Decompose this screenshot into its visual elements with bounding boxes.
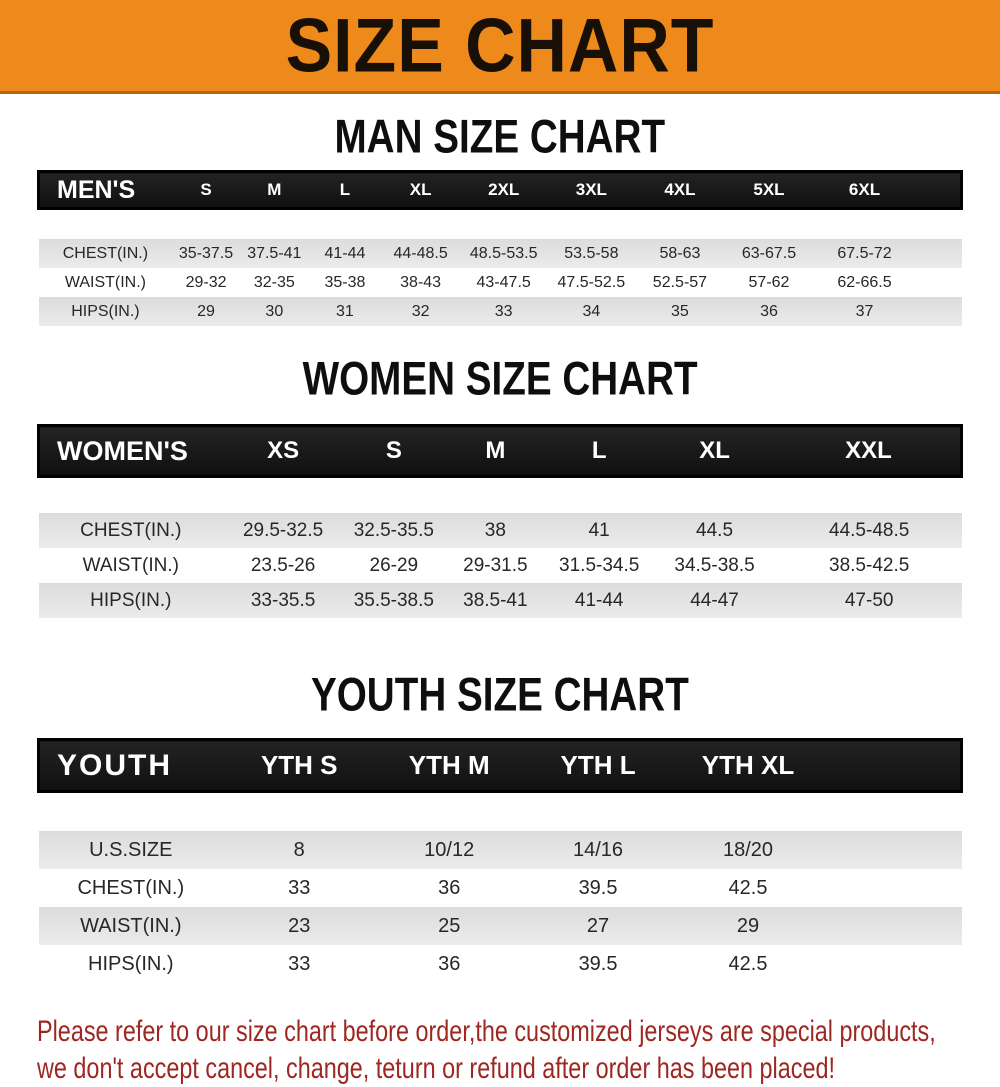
value-cell: 23.5-26 (223, 548, 343, 583)
table-row (39, 548, 962, 583)
value-cell: 31.5-34.5 (546, 548, 652, 583)
value-cell: 53.5-58 (547, 239, 636, 268)
value-cell: 38.5-41 (445, 583, 547, 618)
header-cell: M (240, 172, 309, 209)
spacer-row (39, 792, 962, 832)
value-cell: 30 (240, 297, 309, 326)
value-cell: 29.5-32.5 (223, 513, 343, 548)
men-header-label: MEN'S (39, 172, 173, 209)
value-cell: 27 (523, 907, 673, 945)
value-cell: 39.5 (523, 945, 673, 983)
row-label: WAIST(IN.) (39, 268, 173, 297)
value-cell: 35.5-38.5 (343, 583, 445, 618)
youth-section-title (0, 667, 1000, 721)
header-cell: XS (223, 426, 343, 477)
value-cell: 33-35.5 (223, 583, 343, 618)
value-cell: 43-47.5 (460, 268, 547, 297)
header-cell: S (343, 426, 445, 477)
value-cell-empty (823, 869, 961, 907)
value-cell: 48.5-53.5 (460, 239, 547, 268)
value-cell: 32-35 (240, 268, 309, 297)
value-cell: 18/20 (673, 831, 823, 869)
header-cell: YTH S (223, 740, 375, 792)
spacer-cell (39, 209, 962, 240)
table-row (39, 583, 962, 618)
header-cell: XL (381, 172, 460, 209)
value-cell: 58-63 (636, 239, 725, 268)
header-cell: XXL (777, 426, 962, 477)
value-cell: 52.5-57 (636, 268, 725, 297)
header-cell: S (172, 172, 239, 209)
value-cell-empty (915, 268, 961, 297)
value-cell: 44-47 (652, 583, 777, 618)
value-cell-empty (823, 831, 961, 869)
value-cell: 29 (673, 907, 823, 945)
value-cell: 44-48.5 (381, 239, 460, 268)
value-cell: 29-31.5 (445, 548, 547, 583)
disclaimer-line-1: Please refer to our size chart before order,the customized jerseys are special products, (37, 1015, 936, 1048)
size-chart-banner (0, 0, 1000, 94)
value-cell: 41-44 (309, 239, 381, 268)
men-size-table (37, 170, 963, 326)
value-cell: 42.5 (673, 945, 823, 983)
value-cell: 33 (223, 869, 375, 907)
table-row (39, 869, 962, 907)
value-cell: 38.5-42.5 (777, 548, 962, 583)
value-cell: 8 (223, 831, 375, 869)
disclaimer-text (0, 1013, 1000, 1087)
value-cell: 62-66.5 (814, 268, 916, 297)
value-cell: 35 (636, 297, 725, 326)
table-row (39, 831, 962, 869)
youth-header-row (39, 740, 962, 792)
row-label: WAIST(IN.) (39, 907, 224, 945)
value-cell: 44.5 (652, 513, 777, 548)
header-cell: M (445, 426, 547, 477)
value-cell: 39.5 (523, 869, 673, 907)
row-label: CHEST(IN.) (39, 513, 224, 548)
men-header-row (39, 172, 962, 209)
women-section-title-text: WOMEN SIZE CHART (302, 351, 698, 405)
spacer-cell (39, 792, 962, 832)
youth-size-table (37, 738, 963, 983)
value-cell-empty (915, 297, 961, 326)
youth-header-label: YOUTH (39, 740, 224, 792)
spacer-row (39, 209, 962, 240)
value-cell: 34.5-38.5 (652, 548, 777, 583)
man-section-title-text: MAN SIZE CHART (334, 109, 666, 163)
women-size-table (37, 424, 963, 618)
value-cell: 57-62 (724, 268, 814, 297)
value-cell: 29 (172, 297, 239, 326)
header-cell-empty (915, 172, 961, 209)
value-cell: 47.5-52.5 (547, 268, 636, 297)
value-cell: 34 (547, 297, 636, 326)
value-cell: 33 (223, 945, 375, 983)
value-cell: 38-43 (381, 268, 460, 297)
table-row (39, 297, 962, 326)
row-label: CHEST(IN.) (39, 869, 224, 907)
header-cell: 4XL (636, 172, 725, 209)
value-cell: 32.5-35.5 (343, 513, 445, 548)
value-cell: 67.5-72 (814, 239, 916, 268)
header-cell: YTH M (375, 740, 523, 792)
value-cell: 44.5-48.5 (777, 513, 962, 548)
header-cell: YTH XL (673, 740, 823, 792)
value-cell: 33 (460, 297, 547, 326)
table-row (39, 239, 962, 268)
row-label: HIPS(IN.) (39, 583, 224, 618)
spacer-cell (39, 477, 962, 514)
table-row (39, 268, 962, 297)
value-cell: 36 (375, 869, 523, 907)
row-label: WAIST(IN.) (39, 548, 224, 583)
value-cell: 35-38 (309, 268, 381, 297)
value-cell: 63-67.5 (724, 239, 814, 268)
header-cell: XL (652, 426, 777, 477)
value-cell: 26-29 (343, 548, 445, 583)
value-cell: 23 (223, 907, 375, 945)
value-cell: 38 (445, 513, 547, 548)
row-label: U.S.SIZE (39, 831, 224, 869)
women-header-row (39, 426, 962, 477)
header-cell: 3XL (547, 172, 636, 209)
banner-title: SIZE CHART (285, 3, 715, 88)
header-cell: 6XL (814, 172, 916, 209)
value-cell: 10/12 (375, 831, 523, 869)
table-row (39, 945, 962, 983)
women-header-label: WOMEN'S (39, 426, 224, 477)
header-cell: 5XL (724, 172, 814, 209)
value-cell: 35-37.5 (172, 239, 239, 268)
value-cell-empty (823, 907, 961, 945)
value-cell: 25 (375, 907, 523, 945)
header-cell: 2XL (460, 172, 547, 209)
header-cell: L (546, 426, 652, 477)
women-section-title (0, 351, 1000, 405)
header-cell-empty (823, 740, 961, 792)
row-label: CHEST(IN.) (39, 239, 173, 268)
value-cell: 47-50 (777, 583, 962, 618)
table-row (39, 907, 962, 945)
man-section-title (0, 109, 1000, 163)
youth-section-title-text: YOUTH SIZE CHART (311, 667, 689, 721)
value-cell: 42.5 (673, 869, 823, 907)
value-cell: 37.5-41 (240, 239, 309, 268)
header-cell: YTH L (523, 740, 673, 792)
value-cell-empty (915, 239, 961, 268)
value-cell: 14/16 (523, 831, 673, 869)
value-cell-empty (823, 945, 961, 983)
spacer-row (39, 477, 962, 514)
value-cell: 31 (309, 297, 381, 326)
value-cell: 36 (724, 297, 814, 326)
value-cell: 41 (546, 513, 652, 548)
header-cell: L (309, 172, 381, 209)
row-label: HIPS(IN.) (39, 297, 173, 326)
value-cell: 41-44 (546, 583, 652, 618)
value-cell: 36 (375, 945, 523, 983)
value-cell: 32 (381, 297, 460, 326)
row-label: HIPS(IN.) (39, 945, 224, 983)
value-cell: 29-32 (172, 268, 239, 297)
table-row (39, 513, 962, 548)
disclaimer-line-2: we don't accept cancel, change, teturn or refund after order has been placed! (37, 1052, 835, 1085)
value-cell: 37 (814, 297, 916, 326)
